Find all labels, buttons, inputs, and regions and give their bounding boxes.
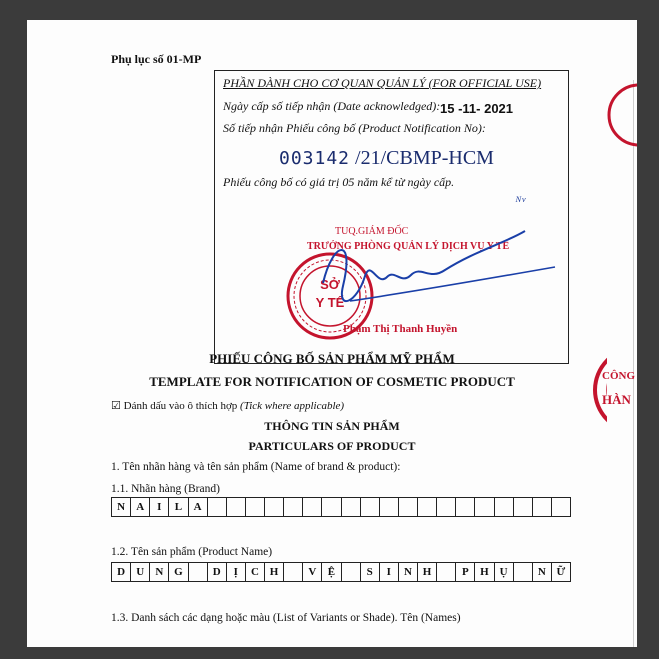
letter-cell[interactable]: N	[150, 563, 169, 582]
letter-cell[interactable]	[342, 498, 361, 517]
signatory-name: Phạm Thị Thanh Huyền	[343, 323, 458, 335]
letter-cell[interactable]: G	[169, 563, 188, 582]
letter-cell[interactable]	[189, 563, 208, 582]
notification-number-suffix: /21/CBMP-HCM	[350, 147, 494, 169]
letter-cell[interactable]	[514, 498, 533, 517]
letter-cell[interactable]: D	[112, 563, 131, 582]
section-title-en: PARTICULARS OF PRODUCT	[248, 439, 416, 453]
official-use-box	[214, 70, 569, 364]
letter-cell[interactable]: L	[169, 498, 188, 517]
viewer-frame-top	[0, 0, 659, 20]
letter-cell[interactable]	[227, 498, 246, 517]
signatory-title: TUQ.GIÁM ĐỐC	[335, 226, 409, 237]
viewer-frame-bottom	[0, 647, 659, 659]
partial-stamp-text-top: CÔNG	[602, 370, 635, 382]
seal-text-line2: Y TẾ	[315, 295, 345, 310]
letter-cell[interactable]	[208, 498, 227, 517]
checkbox-icon: ☑	[111, 399, 121, 412]
seal-and-signature	[215, 71, 570, 365]
letter-cell[interactable]	[475, 498, 494, 517]
brand-product-heading: 1. Tên nhãn hàng và tên sản phẩm (Name of brand & product):	[111, 461, 401, 473]
viewer-frame-right	[637, 0, 659, 659]
letter-cell[interactable]	[437, 498, 456, 517]
date-acknowledged-value: 15 -11- 2021	[440, 101, 514, 116]
letter-cell[interactable]	[284, 563, 303, 582]
letter-cell[interactable]: A	[189, 498, 208, 517]
letter-cell[interactable]	[361, 498, 380, 517]
brand-letter-grid[interactable]	[111, 497, 571, 517]
letter-cell[interactable]	[380, 498, 399, 517]
viewer-frame-left	[0, 0, 27, 659]
letter-cell[interactable]	[514, 563, 533, 582]
section-title-vn: THÔNG TIN SẢN PHẨM	[264, 419, 400, 433]
date-acknowledged-label: Ngày cấp số tiếp nhận (Date acknowledged):	[223, 99, 441, 113]
letter-cell[interactable]	[533, 498, 552, 517]
letter-cell[interactable]	[246, 498, 265, 517]
letter-cell[interactable]	[456, 498, 475, 517]
letter-cell[interactable]	[284, 498, 303, 517]
brand-label: 1.1. Nhãn hàng (Brand)	[111, 483, 220, 495]
letter-cell[interactable]: C	[246, 563, 265, 582]
letter-cell[interactable]: H	[418, 563, 437, 582]
validity-note: Phiếu công bố có giá trị 05 năm kể từ ngày cấp.	[223, 175, 455, 189]
tick-instruction-text: Dánh dấu vào ô thích hợp	[123, 400, 238, 412]
letter-cell[interactable]: A	[131, 498, 150, 517]
letter-cell[interactable]	[399, 498, 418, 517]
handwritten-mark: ᴺᵛ	[515, 195, 526, 210]
document-page	[27, 20, 637, 647]
letter-cell[interactable]: D	[208, 563, 227, 582]
form-title-en: TEMPLATE FOR NOTIFICATION OF COSMETIC PRODUCT	[149, 374, 515, 389]
letter-cell[interactable]: Ữ	[552, 563, 571, 582]
letter-cell[interactable]: Ụ	[495, 563, 514, 582]
letter-cell[interactable]: N	[533, 563, 552, 582]
signatory-department: TRƯỞNG PHÒNG QUẢN LÝ DỊCH VỤ Y TẾ	[307, 241, 510, 252]
seal-text-line1: SỞ	[320, 277, 340, 292]
letter-cell[interactable]: S	[361, 563, 380, 582]
letter-cell[interactable]: U	[131, 563, 150, 582]
letter-cell[interactable]: P	[456, 563, 475, 582]
tick-instruction-english: (Tick where applicable)	[240, 400, 345, 412]
appendix-label: Phụ lục số 01-MP	[111, 52, 202, 66]
notification-no-label: Số tiếp nhận Phiếu công bố (Product Notification No):	[223, 121, 486, 135]
letter-cell[interactable]	[265, 498, 284, 517]
letter-cell[interactable]: N	[112, 498, 131, 517]
letter-cell[interactable]: H	[475, 563, 494, 582]
product-name-label: 1.2. Tên sản phẩm (Product Name)	[111, 546, 273, 558]
notification-number-digits: 003142	[279, 148, 351, 169]
letter-cell[interactable]: Ệ	[322, 563, 341, 582]
letter-cell[interactable]: N	[399, 563, 418, 582]
form-title-vn: PHIẾU CÔNG BỐ SẢN PHẨM MỸ PHẨM	[209, 351, 455, 366]
partial-stamp-right-icon	[567, 330, 607, 460]
letter-cell[interactable]	[303, 498, 322, 517]
letter-cell[interactable]	[552, 498, 571, 517]
letter-cell[interactable]	[495, 498, 514, 517]
letter-cell[interactable]: V	[303, 563, 322, 582]
letter-cell[interactable]	[437, 563, 456, 582]
letter-cell[interactable]	[322, 498, 341, 517]
variants-label: 1.3. Danh sách các dạng hoặc màu (List of Variants or Shade). Tên (Names)	[111, 612, 461, 624]
letter-cell[interactable]	[342, 563, 361, 582]
letter-cell[interactable]: I	[380, 563, 399, 582]
letter-cell[interactable]: H	[265, 563, 284, 582]
letter-cell[interactable]	[418, 498, 437, 517]
partial-stamp-top-icon	[599, 60, 637, 190]
official-use-heading: PHẦN DÀNH CHO CƠ QUAN QUẢN LÝ (FOR OFFICIAL USE)	[223, 76, 542, 90]
partial-stamp-text-bottom: HÀN	[602, 392, 631, 407]
tick-instruction	[111, 399, 344, 412]
product-letter-grid[interactable]	[111, 562, 571, 582]
letter-cell[interactable]: Ị	[227, 563, 246, 582]
letter-cell[interactable]: I	[150, 498, 169, 517]
